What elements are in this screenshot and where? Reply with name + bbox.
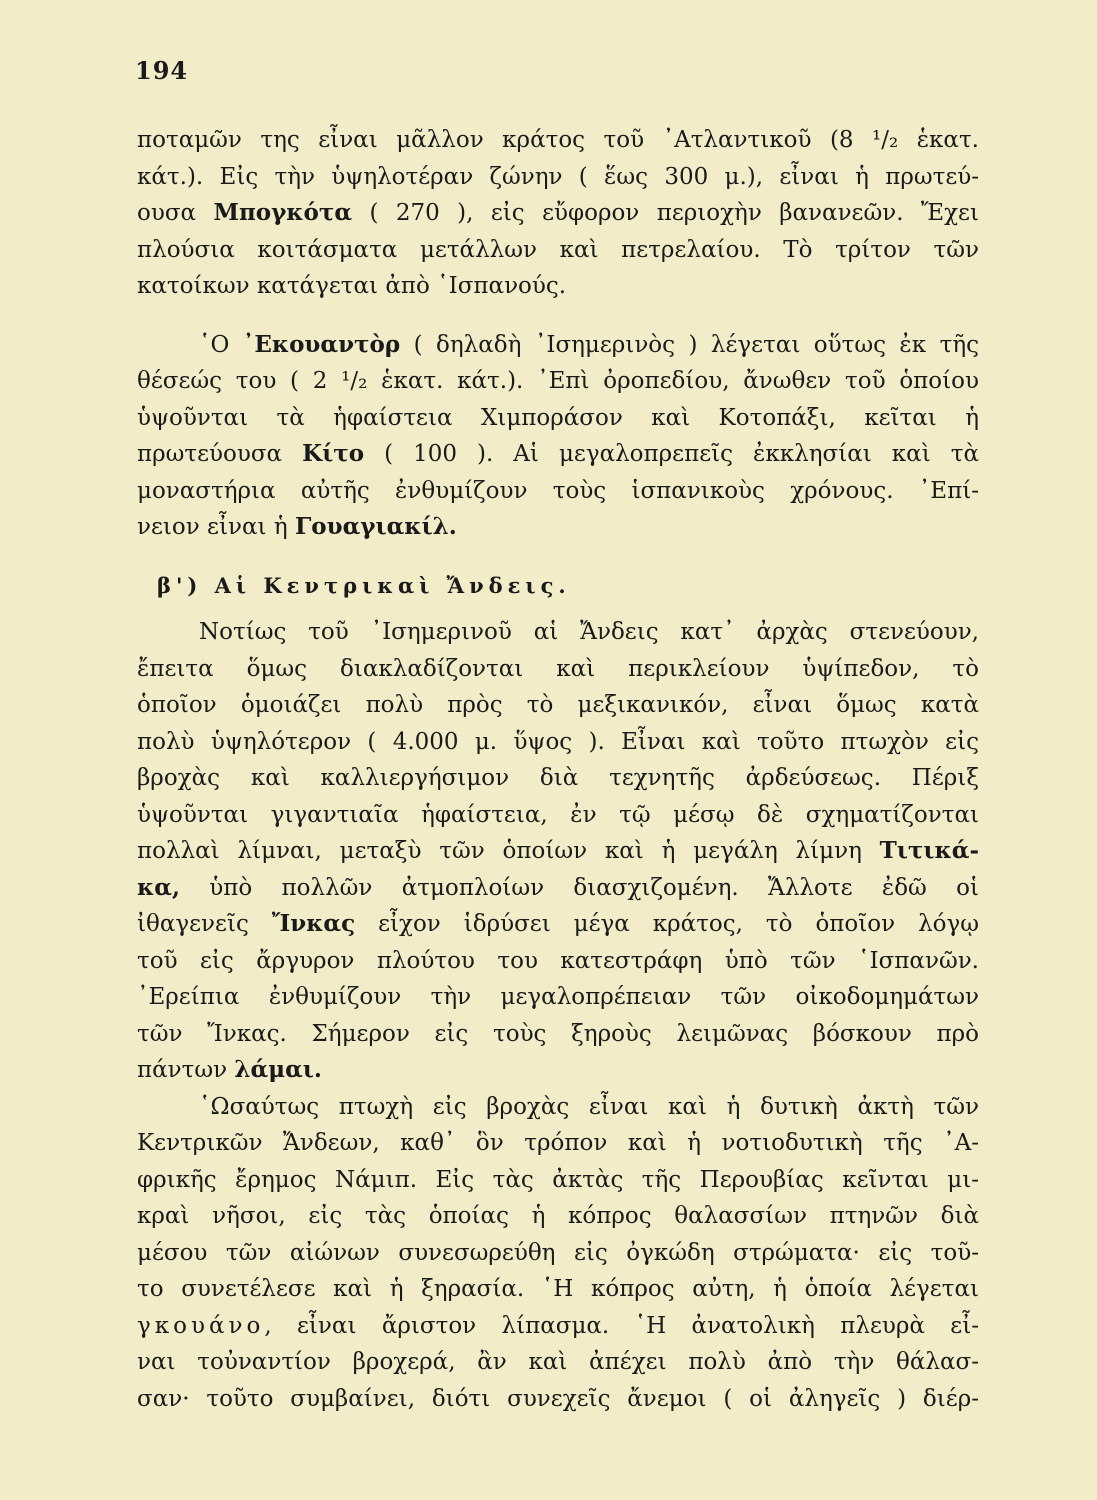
paragraph-colombia (137, 122, 979, 305)
text-span: πολλαὶ λίμναι, μεταξὺ τῶν ὁποίων καὶ ἡ μεγάλη λίμνη (137, 838, 880, 864)
term-llamas: λάμαι. (234, 1056, 322, 1083)
paragraph-gap (137, 305, 979, 327)
term-guano: γκουάνο (137, 1312, 265, 1339)
text-line: ναι τοὐναντίον βροχερά, ἂν καὶ ἀπέχει πολὺ ἀπὸ τὴν θάλασ- (137, 1349, 979, 1375)
paragraph-central-andes (137, 614, 979, 1089)
place-name-ecuador: ᾿Εκουαντὸρ (242, 330, 401, 358)
text-line: ὑψοῦνται τὰ ἡφαίστεια Χιμποράσον καὶ Κοτοπάξι, κεῖται ἡ (137, 404, 979, 431)
text-line: φρικῆς ἔρημος Νάμιπ. Εἰς τὰς ἀκτὰς τῆς Περουβίας κεῖνται μι- (137, 1166, 979, 1193)
text-line: κατοίκων κατάγεται ἀπὸ ῾Ισπανούς. (137, 273, 567, 299)
paragraph-ecuador (137, 327, 979, 546)
text-line (137, 906, 979, 943)
text-span: ( 270 ), εἰς εὔφορον περιοχὴν βανανεῶν. Ἔχει (352, 200, 979, 226)
text-line (137, 195, 979, 232)
text-line (137, 870, 979, 907)
text-span: νειον εἶναι ἡ (137, 514, 295, 540)
text-line (137, 436, 979, 473)
text-span: πρωτεύουσα (137, 441, 303, 467)
section-heading: β') Αἱ Κεντρικαὶ Ἄνδεις. (157, 572, 571, 598)
term-incas: Ἴνκας (271, 910, 356, 937)
paragraph-west-coast (137, 1089, 979, 1418)
text-line: Νοτίως τοῦ ᾿Ισημερινοῦ αἱ Ἄνδεις κατ᾿ ἀρχὰς στενεύουν, (199, 619, 979, 645)
text-line (137, 327, 979, 364)
text-span: πάντων (137, 1057, 235, 1083)
text-line: σαν· τοῦτο συμβαίνει, διότι συνεχεῖς ἄνεμοι ( οἱ ἀληγεῖς ) διέρ- (137, 1385, 979, 1412)
text-line (137, 509, 979, 546)
text-line: κάτ.). Εἰς τὴν ὑψηλοτέραν ζώνην ( ἕως 300 μ.), εἶναι ἡ πρωτεύ- (137, 163, 979, 190)
text-line (137, 833, 979, 870)
page-number: 194 (135, 56, 189, 85)
paragraph-gap (137, 546, 979, 568)
text-line: μοναστήρια αὐτῆς ἐνθυμίζουν τοὺς ἱσπανικοὺς χρόνους. ᾿Επί- (137, 477, 979, 504)
text-line (137, 1052, 979, 1089)
text-span: ουσα (137, 200, 214, 226)
text-line: τοῦ εἰς ἄργυρον πλούτου του κατεστράφη ὑπὸ τῶν ῾Ισπανῶν. (137, 947, 979, 974)
text-line: πολὺ ὑψηλότερον ( 4.000 μ. ὕψος ). Εἶναι καὶ τοῦτο πτωχὸν εἰς (137, 728, 979, 755)
place-name-guayaquil: Γουαγιακίλ. (294, 513, 457, 540)
text-line: βροχὰς καὶ καλλιεργήσιμον διὰ τεχνητῆς ἀρδεύσεως. Πέριξ (137, 765, 979, 791)
text-line: ᾿Ερείπια ἐνθυμίζουν τὴν μεγαλοπρέπειαν τῶν οἰκοδομημάτων (137, 984, 979, 1010)
text-line: κραὶ νῆσοι, εἰς τὰς ὁποίας ἡ κόπρος θαλασσίων πτηνῶν διὰ (137, 1203, 979, 1229)
text-span: ῾Ο (199, 331, 243, 358)
paragraph-gap (137, 604, 979, 614)
text-line (137, 1308, 979, 1345)
text-line: Κεντρικῶν Ἄνδεων, καθ᾿ ὃν τρόπον καὶ ἡ νοτιοδυτικὴ τῆς ᾿Α- (137, 1130, 979, 1156)
text-line: θέσεώς του ( 2 ¹/₂ ἑκατ. κάτ.). ᾿Επὶ ὀροπεδίου, ἄνωθεν τοῦ ὁποίου (137, 368, 979, 394)
place-name-bogota: Μπογκότα (213, 199, 353, 226)
place-name-quito: Κίτο (302, 440, 365, 467)
text-line: πλούσια κοιτάσματα μετάλλων καὶ πετρελαίου. Τὸ τρίτον τῶν (137, 236, 979, 263)
text-line: ποταμῶν της εἶναι μᾶλλον κράτος τοῦ ᾿Ατλαντικοῦ (8 ¹/₂ ἑκατ. (137, 127, 979, 153)
text-span: ἰθαγενεῖς (137, 911, 272, 937)
place-name-titicaca: Τιτικά- (879, 837, 979, 864)
text-line: ἔπειτα ὅμως διακλαδίζονται καὶ περικλείουν ὑψίπεδον, τὸ (137, 655, 979, 682)
place-name-titicaca-end: κα, (137, 873, 180, 901)
text-line: τῶν Ἴνκας. Σήμερον εἰς τοὺς ξηροὺς λειμῶνας βόσκουν πρὸ (137, 1020, 979, 1047)
text-line: το συνετέλεσε καὶ ἡ ξηρασία. ῾Η κόπρος αὐτη, ἡ ὁποία λέγεται (137, 1276, 979, 1302)
page-text (137, 122, 979, 1417)
text-line: ὁποῖον ὁμοιάζει πολὺ πρὸς τὸ μεξικανικόν, εἶναι ὅμως κατὰ (137, 692, 979, 718)
text-line: ῾Ωσαύτως πτωχὴ εἰς βροχὰς εἶναι καὶ ἡ δυτικὴ ἀκτὴ τῶν (199, 1093, 979, 1120)
text-line: μέσου τῶν αἰώνων συνεσωρεύθη εἰς ὀγκώδη στρώματα· εἰς τοῦ- (137, 1239, 979, 1266)
text-line: ὑψοῦνται γιγαντιαῖα ἡφαίστεια, ἐν τῷ μέσῳ δὲ σχηματίζονται (137, 801, 979, 828)
text-span: , εἶναι ἄριστον λίπασμα. ῾Η ἀνατολικὴ πλευρὰ εἶ- (264, 1312, 979, 1339)
text-span: εἶχον ἱδρύσει μέγα κράτος, τὸ ὁποῖον λόγῳ (355, 911, 980, 937)
text-span: ( δηλαδὴ ᾿Ισημερινὸς ) λέγεται οὕτως ἐκ τῆς (400, 331, 979, 358)
text-span: ( 100 ). Αἱ μεγαλοπρεπεῖς ἐκκλησίαι καὶ τὰ (364, 441, 979, 467)
text-span: ὑπὸ πολλῶν ἀτμοπλοίων διασχιζομένη. Ἄλλοτε ἐδῶ οἱ (179, 874, 979, 901)
